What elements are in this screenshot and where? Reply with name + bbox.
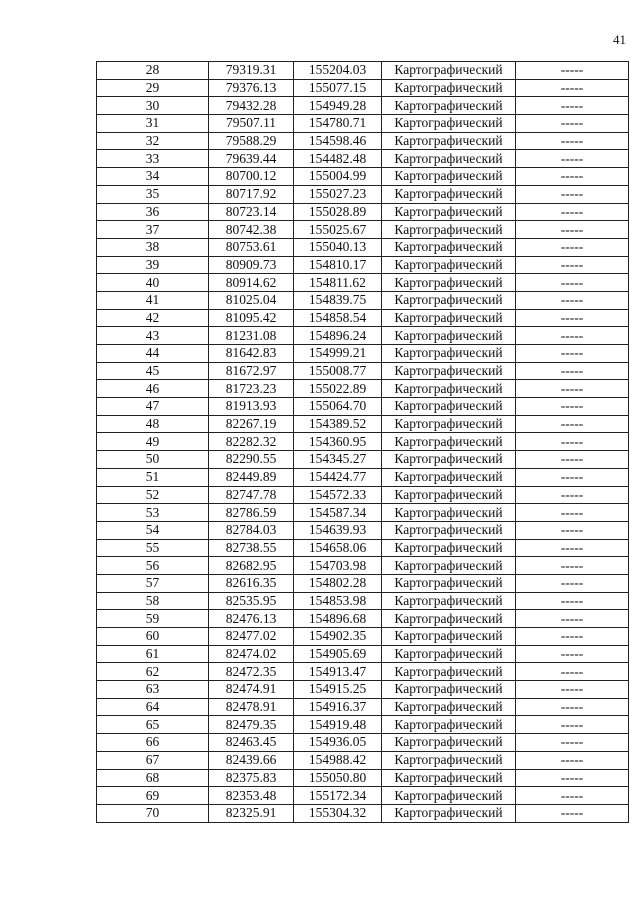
x-coordinate-cell: 82439.66 [209, 751, 294, 769]
x-coordinate-cell: 81095.42 [209, 309, 294, 327]
y-coordinate-cell: 154853.98 [294, 592, 382, 610]
accuracy-cell: ----- [516, 380, 629, 398]
method-cell: Картографический [382, 185, 516, 203]
method-cell: Картографический [382, 62, 516, 80]
method-cell: Картографический [382, 168, 516, 186]
x-coordinate-cell: 80753.61 [209, 238, 294, 256]
table-row [97, 168, 629, 186]
y-coordinate-cell: 155304.32 [294, 804, 382, 822]
page-number: 41 [613, 32, 626, 47]
method-cell: Картографический [382, 79, 516, 97]
point-number-cell: 35 [97, 185, 209, 203]
accuracy-cell: ----- [516, 362, 629, 380]
table-row [97, 398, 629, 416]
method-cell: Картографический [382, 97, 516, 115]
table-row [97, 451, 629, 469]
x-coordinate-cell: 81025.04 [209, 291, 294, 309]
method-cell: Картографический [382, 203, 516, 221]
point-number-cell: 55 [97, 539, 209, 557]
coordinates-table-body [97, 62, 629, 823]
method-cell: Картографический [382, 327, 516, 345]
y-coordinate-cell: 155025.67 [294, 221, 382, 239]
method-cell: Картографический [382, 115, 516, 133]
point-number-cell: 29 [97, 79, 209, 97]
method-cell: Картографический [382, 274, 516, 292]
method-cell: Картографический [382, 734, 516, 752]
method-cell: Картографический [382, 309, 516, 327]
table-row [97, 221, 629, 239]
point-number-cell: 50 [97, 451, 209, 469]
y-coordinate-cell: 155050.80 [294, 769, 382, 787]
y-coordinate-cell: 154902.35 [294, 628, 382, 646]
point-number-cell: 56 [97, 557, 209, 575]
point-number-cell: 65 [97, 716, 209, 734]
accuracy-cell: ----- [516, 574, 629, 592]
method-cell: Картографический [382, 238, 516, 256]
x-coordinate-cell: 82375.83 [209, 769, 294, 787]
accuracy-cell: ----- [516, 274, 629, 292]
y-coordinate-cell: 155040.13 [294, 238, 382, 256]
point-number-cell: 46 [97, 380, 209, 398]
point-number-cell: 34 [97, 168, 209, 186]
accuracy-cell: ----- [516, 521, 629, 539]
method-cell: Картографический [382, 221, 516, 239]
x-coordinate-cell: 82282.32 [209, 433, 294, 451]
x-coordinate-cell: 82784.03 [209, 521, 294, 539]
point-number-cell: 51 [97, 468, 209, 486]
point-number-cell: 53 [97, 504, 209, 522]
point-number-cell: 61 [97, 645, 209, 663]
point-number-cell: 48 [97, 415, 209, 433]
y-coordinate-cell: 154949.28 [294, 97, 382, 115]
method-cell: Картографический [382, 698, 516, 716]
table-row [97, 433, 629, 451]
table-row [97, 203, 629, 221]
y-coordinate-cell: 154360.95 [294, 433, 382, 451]
method-cell: Картографический [382, 751, 516, 769]
method-cell: Картографический [382, 645, 516, 663]
y-coordinate-cell: 154389.52 [294, 415, 382, 433]
x-coordinate-cell: 79319.31 [209, 62, 294, 80]
method-cell: Картографический [382, 681, 516, 699]
accuracy-cell: ----- [516, 132, 629, 150]
y-coordinate-cell: 154839.75 [294, 291, 382, 309]
table-row [97, 592, 629, 610]
table-row [97, 681, 629, 699]
point-number-cell: 32 [97, 132, 209, 150]
y-coordinate-cell: 154811.62 [294, 274, 382, 292]
x-coordinate-cell: 82786.59 [209, 504, 294, 522]
method-cell: Картографический [382, 521, 516, 539]
table-row [97, 557, 629, 575]
method-cell: Картографический [382, 557, 516, 575]
y-coordinate-cell: 154915.25 [294, 681, 382, 699]
accuracy-cell: ----- [516, 79, 629, 97]
table-row [97, 769, 629, 787]
method-cell: Картографический [382, 468, 516, 486]
y-coordinate-cell: 154802.28 [294, 574, 382, 592]
point-number-cell: 41 [97, 291, 209, 309]
accuracy-cell: ----- [516, 168, 629, 186]
point-number-cell: 63 [97, 681, 209, 699]
accuracy-cell: ----- [516, 97, 629, 115]
method-cell: Картографический [382, 663, 516, 681]
method-cell: Картографический [382, 362, 516, 380]
accuracy-cell: ----- [516, 787, 629, 805]
x-coordinate-cell: 81723.23 [209, 380, 294, 398]
method-cell: Картографический [382, 345, 516, 363]
table-row [97, 628, 629, 646]
y-coordinate-cell: 154572.33 [294, 486, 382, 504]
y-coordinate-cell: 155022.89 [294, 380, 382, 398]
accuracy-cell: ----- [516, 486, 629, 504]
table-row [97, 716, 629, 734]
y-coordinate-cell: 155027.23 [294, 185, 382, 203]
method-cell: Картографический [382, 451, 516, 469]
table-row [97, 274, 629, 292]
table-row [97, 238, 629, 256]
point-number-cell: 38 [97, 238, 209, 256]
y-coordinate-cell: 154988.42 [294, 751, 382, 769]
y-coordinate-cell: 154587.34 [294, 504, 382, 522]
accuracy-cell: ----- [516, 451, 629, 469]
table-row [97, 734, 629, 752]
table-row [97, 150, 629, 168]
method-cell: Картографический [382, 415, 516, 433]
x-coordinate-cell: 82479.35 [209, 716, 294, 734]
method-cell: Картографический [382, 380, 516, 398]
y-coordinate-cell: 154345.27 [294, 451, 382, 469]
accuracy-cell: ----- [516, 681, 629, 699]
point-number-cell: 37 [97, 221, 209, 239]
point-number-cell: 60 [97, 628, 209, 646]
method-cell: Картографический [382, 574, 516, 592]
x-coordinate-cell: 79376.13 [209, 79, 294, 97]
point-number-cell: 69 [97, 787, 209, 805]
method-cell: Картографический [382, 628, 516, 646]
x-coordinate-cell: 82472.35 [209, 663, 294, 681]
method-cell: Картографический [382, 610, 516, 628]
method-cell: Картографический [382, 804, 516, 822]
table-row [97, 97, 629, 115]
x-coordinate-cell: 79588.29 [209, 132, 294, 150]
y-coordinate-cell: 155204.03 [294, 62, 382, 80]
x-coordinate-cell: 82353.48 [209, 787, 294, 805]
method-cell: Картографический [382, 716, 516, 734]
x-coordinate-cell: 79507.11 [209, 115, 294, 133]
accuracy-cell: ----- [516, 185, 629, 203]
method-cell: Картографический [382, 150, 516, 168]
x-coordinate-cell: 80723.14 [209, 203, 294, 221]
x-coordinate-cell: 82463.45 [209, 734, 294, 752]
x-coordinate-cell: 81642.83 [209, 345, 294, 363]
x-coordinate-cell: 82267.19 [209, 415, 294, 433]
accuracy-cell: ----- [516, 592, 629, 610]
x-coordinate-cell: 82476.13 [209, 610, 294, 628]
accuracy-cell: ----- [516, 433, 629, 451]
accuracy-cell: ----- [516, 751, 629, 769]
accuracy-cell: ----- [516, 398, 629, 416]
y-coordinate-cell: 155008.77 [294, 362, 382, 380]
y-coordinate-cell: 154658.06 [294, 539, 382, 557]
x-coordinate-cell: 80742.38 [209, 221, 294, 239]
table-row [97, 185, 629, 203]
y-coordinate-cell: 154896.68 [294, 610, 382, 628]
y-coordinate-cell: 155077.15 [294, 79, 382, 97]
y-coordinate-cell: 154780.71 [294, 115, 382, 133]
accuracy-cell: ----- [516, 663, 629, 681]
y-coordinate-cell: 154936.05 [294, 734, 382, 752]
point-number-cell: 49 [97, 433, 209, 451]
x-coordinate-cell: 81913.93 [209, 398, 294, 416]
table-row [97, 115, 629, 133]
y-coordinate-cell: 154916.37 [294, 698, 382, 716]
table-row [97, 468, 629, 486]
x-coordinate-cell: 82449.89 [209, 468, 294, 486]
y-coordinate-cell: 154598.46 [294, 132, 382, 150]
point-number-cell: 59 [97, 610, 209, 628]
y-coordinate-cell: 154858.54 [294, 309, 382, 327]
table-row [97, 327, 629, 345]
method-cell: Картографический [382, 398, 516, 416]
point-number-cell: 64 [97, 698, 209, 716]
table-row [97, 309, 629, 327]
method-cell: Картографический [382, 132, 516, 150]
point-number-cell: 68 [97, 769, 209, 787]
y-coordinate-cell: 154810.17 [294, 256, 382, 274]
point-number-cell: 30 [97, 97, 209, 115]
method-cell: Картографический [382, 539, 516, 557]
x-coordinate-cell: 82738.55 [209, 539, 294, 557]
accuracy-cell: ----- [516, 327, 629, 345]
accuracy-cell: ----- [516, 645, 629, 663]
table-row [97, 698, 629, 716]
y-coordinate-cell: 155172.34 [294, 787, 382, 805]
table-row [97, 486, 629, 504]
y-coordinate-cell: 154639.93 [294, 521, 382, 539]
accuracy-cell: ----- [516, 256, 629, 274]
point-number-cell: 54 [97, 521, 209, 539]
accuracy-cell: ----- [516, 345, 629, 363]
point-number-cell: 40 [97, 274, 209, 292]
table-row [97, 787, 629, 805]
accuracy-cell: ----- [516, 150, 629, 168]
point-number-cell: 62 [97, 663, 209, 681]
table-row [97, 291, 629, 309]
table-row [97, 804, 629, 822]
accuracy-cell: ----- [516, 716, 629, 734]
accuracy-cell: ----- [516, 203, 629, 221]
table-row [97, 79, 629, 97]
y-coordinate-cell: 154905.69 [294, 645, 382, 663]
point-number-cell: 36 [97, 203, 209, 221]
accuracy-cell: ----- [516, 468, 629, 486]
table-row [97, 380, 629, 398]
x-coordinate-cell: 81672.97 [209, 362, 294, 380]
point-number-cell: 67 [97, 751, 209, 769]
x-coordinate-cell: 82682.95 [209, 557, 294, 575]
accuracy-cell: ----- [516, 62, 629, 80]
y-coordinate-cell: 155064.70 [294, 398, 382, 416]
point-number-cell: 33 [97, 150, 209, 168]
accuracy-cell: ----- [516, 734, 629, 752]
accuracy-cell: ----- [516, 291, 629, 309]
table-row [97, 256, 629, 274]
x-coordinate-cell: 82616.35 [209, 574, 294, 592]
table-row [97, 415, 629, 433]
point-number-cell: 45 [97, 362, 209, 380]
accuracy-cell: ----- [516, 698, 629, 716]
point-number-cell: 43 [97, 327, 209, 345]
y-coordinate-cell: 154896.24 [294, 327, 382, 345]
accuracy-cell: ----- [516, 415, 629, 433]
table-row [97, 362, 629, 380]
accuracy-cell: ----- [516, 610, 629, 628]
method-cell: Картографический [382, 769, 516, 787]
x-coordinate-cell: 82474.91 [209, 681, 294, 699]
x-coordinate-cell: 82477.02 [209, 628, 294, 646]
table-row [97, 574, 629, 592]
table-row [97, 610, 629, 628]
y-coordinate-cell: 154919.48 [294, 716, 382, 734]
table-row [97, 539, 629, 557]
table-row [97, 645, 629, 663]
accuracy-cell: ----- [516, 221, 629, 239]
point-number-cell: 70 [97, 804, 209, 822]
accuracy-cell: ----- [516, 628, 629, 646]
table-row [97, 504, 629, 522]
y-coordinate-cell: 154482.48 [294, 150, 382, 168]
x-coordinate-cell: 79432.28 [209, 97, 294, 115]
point-number-cell: 39 [97, 256, 209, 274]
method-cell: Картографический [382, 592, 516, 610]
x-coordinate-cell: 79639.44 [209, 150, 294, 168]
point-number-cell: 52 [97, 486, 209, 504]
accuracy-cell: ----- [516, 804, 629, 822]
x-coordinate-cell: 82474.02 [209, 645, 294, 663]
x-coordinate-cell: 82290.55 [209, 451, 294, 469]
x-coordinate-cell: 82747.78 [209, 486, 294, 504]
point-number-cell: 58 [97, 592, 209, 610]
y-coordinate-cell: 155028.89 [294, 203, 382, 221]
table-row [97, 345, 629, 363]
x-coordinate-cell: 80717.92 [209, 185, 294, 203]
point-number-cell: 44 [97, 345, 209, 363]
table-row [97, 751, 629, 769]
y-coordinate-cell: 154703.98 [294, 557, 382, 575]
accuracy-cell: ----- [516, 539, 629, 557]
x-coordinate-cell: 82325.91 [209, 804, 294, 822]
y-coordinate-cell: 154424.77 [294, 468, 382, 486]
x-coordinate-cell: 80700.12 [209, 168, 294, 186]
coordinates-table [96, 61, 629, 823]
accuracy-cell: ----- [516, 557, 629, 575]
table-row [97, 521, 629, 539]
accuracy-cell: ----- [516, 309, 629, 327]
table-row [97, 62, 629, 80]
point-number-cell: 47 [97, 398, 209, 416]
accuracy-cell: ----- [516, 769, 629, 787]
method-cell: Картографический [382, 433, 516, 451]
method-cell: Картографический [382, 291, 516, 309]
method-cell: Картографический [382, 504, 516, 522]
x-coordinate-cell: 82478.91 [209, 698, 294, 716]
point-number-cell: 31 [97, 115, 209, 133]
method-cell: Картографический [382, 256, 516, 274]
accuracy-cell: ----- [516, 115, 629, 133]
x-coordinate-cell: 80914.62 [209, 274, 294, 292]
accuracy-cell: ----- [516, 238, 629, 256]
point-number-cell: 28 [97, 62, 209, 80]
method-cell: Картографический [382, 787, 516, 805]
y-coordinate-cell: 154999.21 [294, 345, 382, 363]
x-coordinate-cell: 80909.73 [209, 256, 294, 274]
x-coordinate-cell: 82535.95 [209, 592, 294, 610]
point-number-cell: 66 [97, 734, 209, 752]
x-coordinate-cell: 81231.08 [209, 327, 294, 345]
y-coordinate-cell: 154913.47 [294, 663, 382, 681]
table-row [97, 663, 629, 681]
y-coordinate-cell: 155004.99 [294, 168, 382, 186]
point-number-cell: 57 [97, 574, 209, 592]
accuracy-cell: ----- [516, 504, 629, 522]
point-number-cell: 42 [97, 309, 209, 327]
method-cell: Картографический [382, 486, 516, 504]
table-row [97, 132, 629, 150]
